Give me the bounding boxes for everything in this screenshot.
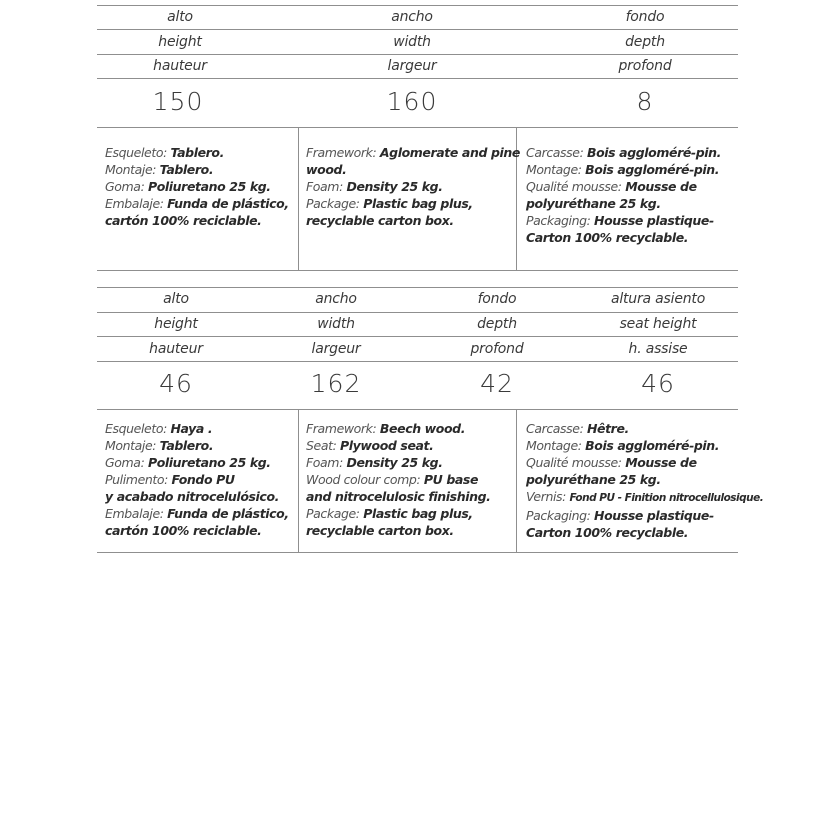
divider	[97, 287, 738, 288]
spec-line: Framework: Aglomerate and pine	[306, 145, 520, 160]
header-label: hauteur	[153, 58, 207, 74]
header-label: fondo	[625, 9, 665, 25]
column-divider	[516, 409, 517, 552]
width-value: 162	[310, 369, 362, 398]
header-label: largeur	[387, 58, 437, 74]
spec-line: Vernis: Fond PU - Finition nitrocellulosique.	[526, 489, 764, 504]
spec-block-fr	[526, 420, 763, 541]
spec-line: Embalaje: Funda de plástico,	[105, 506, 289, 521]
spec-line: Foam: Density 25 kg.	[306, 179, 443, 194]
spec-line: Package: Plastic bag plus,	[306, 196, 473, 211]
height-value: 46	[159, 369, 193, 398]
column-divider	[298, 127, 299, 270]
spec-line: Esqueleto: Haya .	[105, 421, 213, 436]
divider	[97, 552, 738, 553]
divider	[97, 312, 738, 313]
spec-line: Framework: Beech wood.	[306, 421, 466, 436]
header-label: profond	[470, 341, 524, 357]
spec-line: Esqueleto: Tablero.	[105, 145, 224, 160]
spec-block-es	[105, 420, 289, 539]
divider	[97, 361, 738, 362]
spec-line: Goma: Poliuretano 25 kg.	[105, 179, 271, 194]
header-label: width	[393, 34, 431, 50]
divider	[97, 29, 738, 30]
spec-block-en	[306, 144, 520, 229]
header-label: height	[158, 34, 202, 50]
spec-line: Pulimento: Fondo PU	[105, 472, 235, 487]
spec-block-es	[105, 144, 289, 229]
spec-line: y acabado nitrocelulósico.	[105, 489, 279, 504]
header-label: profond	[618, 58, 672, 74]
divider	[97, 54, 738, 55]
spec-line: and nitrocelulosic finishing.	[306, 489, 491, 504]
spec-line: polyuréthane 25 kg.	[526, 472, 661, 487]
column-divider	[298, 409, 299, 552]
header-label: h. assise	[628, 341, 688, 357]
spec-line: Carcasse: Hêtre.	[526, 421, 629, 436]
spec-line: cartón 100% reciclable.	[105, 523, 262, 538]
header-label: depth	[477, 316, 517, 332]
spec-line: Goma: Poliuretano 25 kg.	[105, 455, 271, 470]
divider	[97, 270, 738, 271]
header-label: largeur	[311, 341, 361, 357]
divider	[97, 5, 738, 6]
divider	[97, 78, 738, 79]
header-label: alto	[163, 291, 189, 307]
spec-line: Montaje: Tablero.	[105, 162, 214, 177]
header-label: fondo	[477, 291, 517, 307]
spec-line: Carcasse: Bois aggloméré-pin.	[526, 145, 721, 160]
header-label: ancho	[315, 291, 357, 307]
spec-line: Carton 100% recyclable.	[526, 525, 689, 540]
header-label: width	[317, 316, 355, 332]
spec-line: Packaging: Housse plastique-	[526, 508, 714, 523]
spec-line: cartón 100% reciclable.	[105, 213, 262, 228]
spec-line: Wood colour comp: PU base	[306, 472, 479, 487]
spec-line: recyclable carton box.	[306, 213, 454, 228]
spec-line: Qualité mousse: Mousse de	[526, 455, 697, 470]
height-value: 150	[152, 87, 204, 116]
header-label: alto	[167, 9, 193, 25]
spec-line: Seat: Plywood seat.	[306, 438, 434, 453]
spec-line: recyclable carton box.	[306, 523, 454, 538]
spec-line: Embalaje: Funda de plástico,	[105, 196, 289, 211]
spec-line: Packaging: Housse plastique-	[526, 213, 714, 228]
spec-block-en	[306, 420, 491, 539]
spec-line: Carton 100% recyclable.	[526, 230, 689, 245]
depth-value: 8	[636, 87, 654, 116]
divider	[97, 409, 738, 410]
divider	[97, 336, 738, 337]
spec-line: Montaje: Tablero.	[105, 438, 214, 453]
depth-value: 42	[480, 369, 514, 398]
spec-block-fr	[526, 144, 721, 246]
seat-height-value: 46	[641, 369, 675, 398]
spec-line: Qualité mousse: Mousse de	[526, 179, 697, 194]
header-label: altura asiento	[610, 291, 706, 307]
spec-line: Montage: Bois aggloméré-pin.	[526, 438, 720, 453]
header-label: height	[154, 316, 198, 332]
spec-line: wood.	[306, 162, 347, 177]
header-label: depth	[625, 34, 665, 50]
divider	[97, 127, 738, 128]
spec-line: Package: Plastic bag plus,	[306, 506, 473, 521]
spec-line: Foam: Density 25 kg.	[306, 455, 443, 470]
header-label: seat height	[619, 316, 697, 332]
width-value: 160	[386, 87, 438, 116]
header-label: ancho	[391, 9, 433, 25]
spec-line: Montage: Bois aggloméré-pin.	[526, 162, 720, 177]
spec-line: polyuréthane 25 kg.	[526, 196, 661, 211]
header-label: hauteur	[149, 341, 203, 357]
